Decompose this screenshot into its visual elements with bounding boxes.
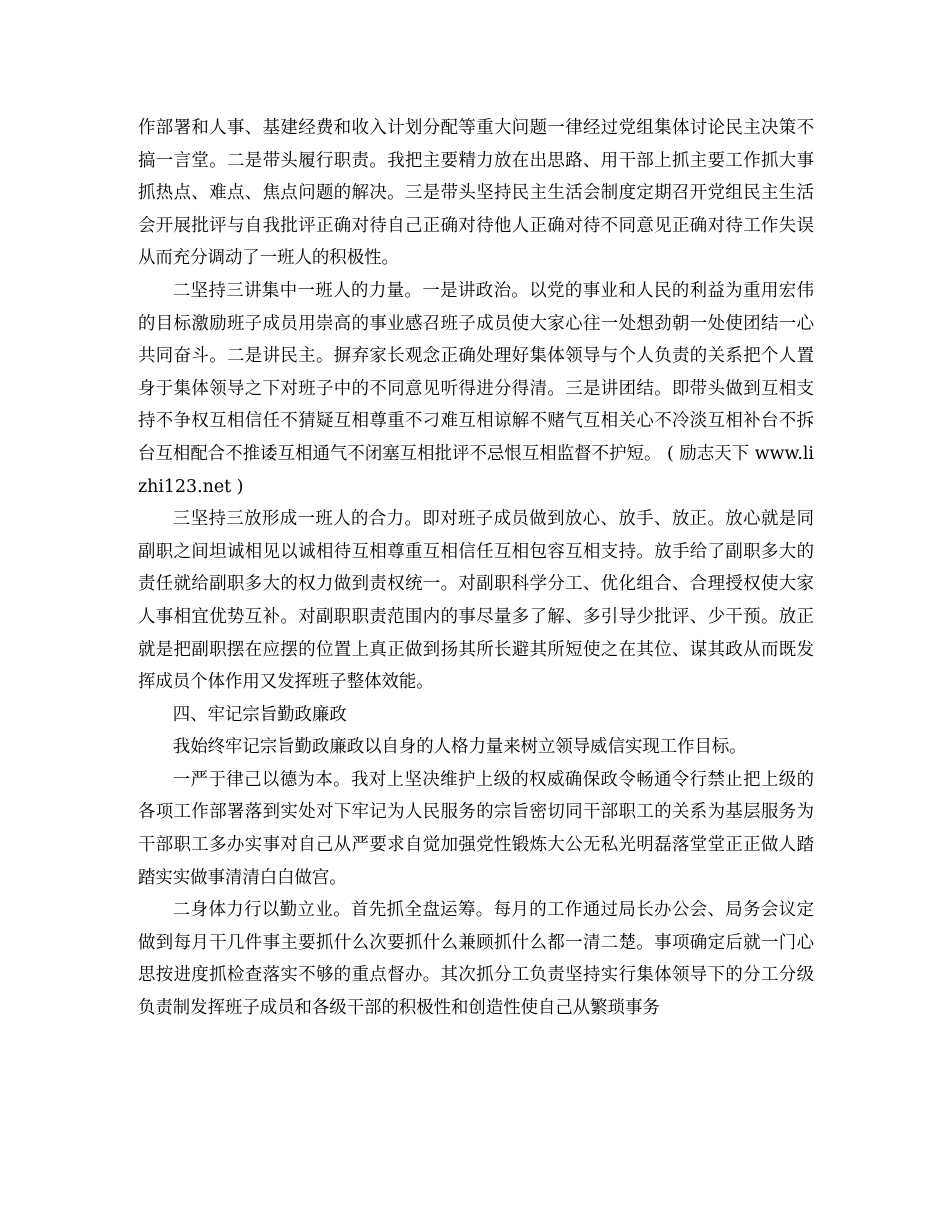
paragraph-5: 我始终牢记宗旨勤政廉政以自身的人格力量来树立领导威信实现工作目标。 [172,737,747,758]
paragraph-2: 二坚持三讲集中一班人的力量。一是讲政治。以党的事业和人民的利益为重用宏伟的目标激励班子成员用崇高的事业感召班子成员使大家心往一处想劲朝一处使团结一心共同奋斗。二是讲民主。摒弃家长观念正确处理好集体领导与个人负责的关系把个人置身于集体领导之下对班子中的不同意见听得进分得清。三是讲团结。即带头做到互相支持不争权互相信任不猜疑互相尊重不刁难互相谅解不赌气互相关心不冷淡互相补台不拆台互相配合不推诿互相通气不闭塞互相批评不忌恨互相监督不护短。 ( 励志天下 www.lizhi123.net ) [138,280,814,497]
paragraph-3: 三坚持三放形成一班人的合力。即对班子成员做到放心、放手、放正。放心就是同副职之间坦诚相见以诚相待互相尊重互相信任互相包容互相支持。放手给了副职多大的责任就给副职多大的权力做到责权统一。对副职科学分工、优化组合、合理授权使大家人事相宜优势互补。对副职职责范围内的事尽量多了解、多引导少批评、少干预。放正就是把副职摆在应摆的位置上真正做到扬其所长避其所短使之在其位、谋其政从而既发挥成员个体作用又发挥班子整体效能。 [138,509,814,693]
paragraph-1: 作部署和人事、基建经费和收入计划分配等重大问题一律经过党组集体讨论民主决策不搞一言堂。二是带头履行职责。我把主要精力放在出思路、用干部上抓主要工作抓大事抓热点、难点、焦点问题的解决。三是带头坚持民主生活会制度定期召开党组民主生活会开展批评与自我批评正确对待自己正确对待他人正确对待不同意见正确对待工作失误从而充分调动了一班人的积极性。 [138,118,814,269]
section-heading: 四、牢记宗旨勤政廉政 [172,704,347,725]
document-page [138,112,814,1025]
paragraph-7: 二身体力行以勤立业。首先抓全盘运筹。每月的工作通过局长办公会、局务会议定做到每月干几件事主要抓什么次要抓什么兼顾抓什么都一清二楚。事项确定后就一门心思按进度抓检查落实不够的重点督办。其次抓分工负责坚持实行集体领导下的分工分级负责制发挥班子成员和各级干部的积极性和创造性使自己从繁琐事务 [138,900,814,1019]
paragraph-6: 一严于律己以德为本。我对上坚决维护上级的权威确保政令畅通令行禁止把上级的各项工作部署落到实处对下牢记为人民服务的宗旨密切同干部职工的关系为基层服务为干部职工多办实事对自己从严要求自觉加强党性锻炼大公无私光明磊落堂堂正正做人踏踏实实做事清清白白做宫。 [138,769,814,888]
